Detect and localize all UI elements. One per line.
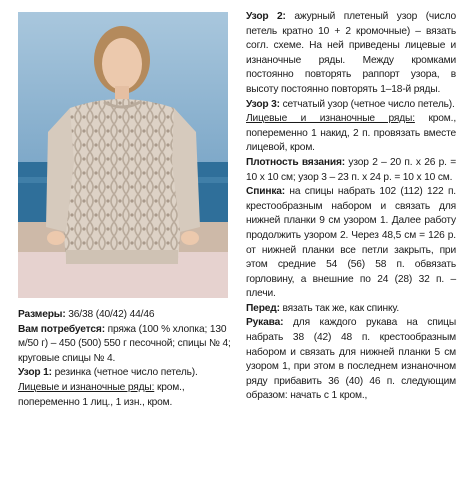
pattern-1-label: Узор 1: (18, 367, 52, 379)
materials (18, 323, 234, 367)
front-value: вязать так же, как спинку. (279, 302, 400, 314)
pattern-1-rows-label: Лицевые и изнаночные ряды: (18, 381, 155, 393)
pattern-3 (246, 98, 456, 113)
sleeves-value: для каждого рукава на спицы набрать 38 (42) 48 п. крестообразным набором и связать для нижней планки 5 см узором 1, при этом в последнем изнаночном ряду прибавить 36 (40) 46 п. следующим образом: начать с 1 кром., (246, 317, 456, 402)
density-value: узор 2 – 20 п. x 26 р. = 10 x 10 см; узор 3 – 23 п. x 24 р. = 10 x 10 см. (246, 156, 456, 183)
sleeves-label: Рукава: (246, 317, 284, 329)
sizes (18, 308, 234, 323)
pattern-3-rows-label: Лицевые и изнаночные ряды: (246, 113, 415, 125)
pattern-3-label: Узор 3: (246, 98, 280, 110)
front-label: Перед: (246, 302, 280, 314)
density (246, 156, 456, 185)
model-illustration (18, 12, 228, 298)
pattern-1-value: резинка (четное число петель). (51, 367, 198, 379)
pattern-1-rows-value: кром., попеременно 1 лиц., 1 изн., кром. (18, 381, 185, 408)
pattern-3-value: сетчатый узор (четное число петель). (279, 98, 455, 110)
front (246, 302, 456, 317)
pattern-1 (18, 366, 234, 381)
density-label: Плотность вязания: (246, 156, 346, 168)
materials-value: пряжа (100 % хлопка; 130 м/50 г) – 450 (500) 550 г песочной; спицы № 4; круговые спицы № 4. (18, 323, 231, 364)
left-column (18, 308, 234, 410)
back (246, 185, 456, 302)
sizes-label: Размеры: (18, 309, 66, 320)
pattern-2-label: Узор 2: (246, 11, 286, 22)
pattern-3-rows-value: кром., попеременно 1 накид, 2 п. провязать вместе лицевой, кром. (246, 113, 456, 154)
pattern-2-value: ажурный плетеный узор (число петель кратно 10 + 2 кромочные) – вязать согл. схеме. На ней приведены лицевые и изнаночные ряды. Между кромками постоянно повторять раппорт узора, в высоту постоянно повторять 1–18-й ряды. (246, 11, 456, 95)
right-column (246, 10, 456, 404)
pattern-1-rows (18, 381, 234, 410)
sweater-photo (18, 12, 228, 298)
sleeves (246, 316, 456, 404)
pattern-2 (246, 10, 456, 98)
sizes-value: 36/38 (40/42) 44/46 (65, 309, 155, 320)
materials-label: Вам потребуется: (18, 323, 105, 335)
back-value: на спицы набрать 102 (112) 122 п. крестообразным набором и связать для нижней планки 9 см узором 1. Далее работу продолжить узором 2. Через 48,5 см = 126 р. от нижней планки все петли закрыть, при этом средние 54 (56) 58 п. обвязать горловину, а внешние по 24 (28) 32 п. – плечи. (246, 186, 456, 300)
back-label: Спинка: (246, 186, 286, 198)
pattern-3-rows (246, 112, 456, 156)
